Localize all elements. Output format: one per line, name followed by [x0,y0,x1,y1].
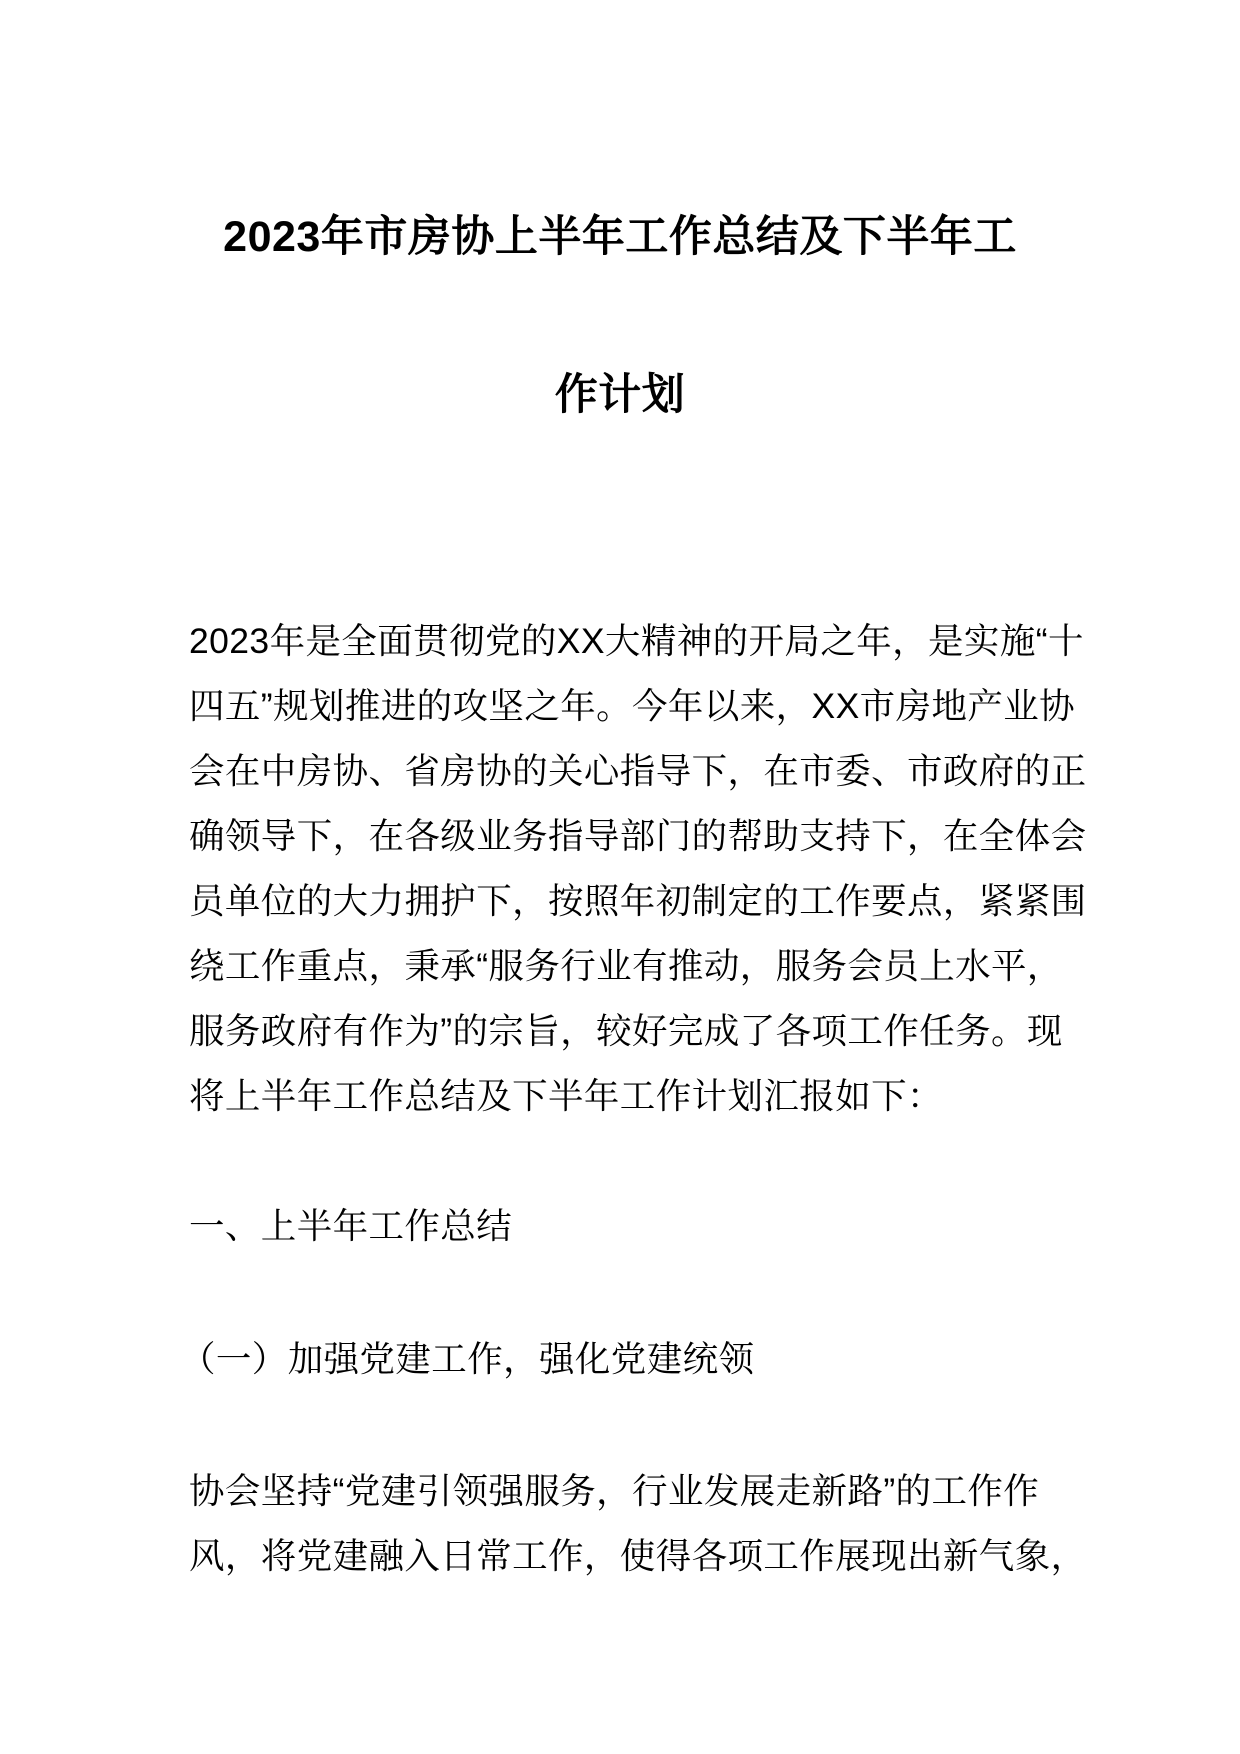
section-heading: 一、上半年工作总结 [189,1206,513,1246]
title-line: 2023年市房协上半年工作总结及下半年工 [223,213,1017,261]
paragraph-line: 确领导下，在各级业务指导部门的帮助支持下，在全体会 [189,816,1087,856]
paragraph-line: 四五”规划推进的攻坚之年。今年以来，XX市房地产业协 [189,686,1076,726]
paragraph-line: 服务政府有作为”的宗旨，较好完成了各项工作任务。现 [189,1011,1063,1051]
paragraph-line: 2023年是全面贯彻党的XX大精神的开局之年，是实施“十 [189,621,1084,661]
paragraph-line: 风，将党建融入日常工作，使得各项工作展现出新气象， [189,1536,1087,1576]
paragraph-line: 会在中房协、省房协的关心指导下，在市委、市政府的正 [189,751,1087,791]
paragraph-line: 协会坚持“党建引领强服务，行业发展走新路”的工作作 [189,1471,1040,1511]
paragraph-line: 绕工作重点，秉承“服务行业有推动，服务会员上水平， [189,946,1063,986]
paragraph-line: 员单位的大力拥护下，按照年初制定的工作要点，紧紧围 [189,881,1087,921]
paragraph-line: 将上半年工作总结及下半年工作计划汇报如下： [189,1076,943,1116]
subsection-heading: （一）加强党建工作，强化党建统领 [180,1339,755,1379]
title-line: 作计划 [554,371,686,419]
